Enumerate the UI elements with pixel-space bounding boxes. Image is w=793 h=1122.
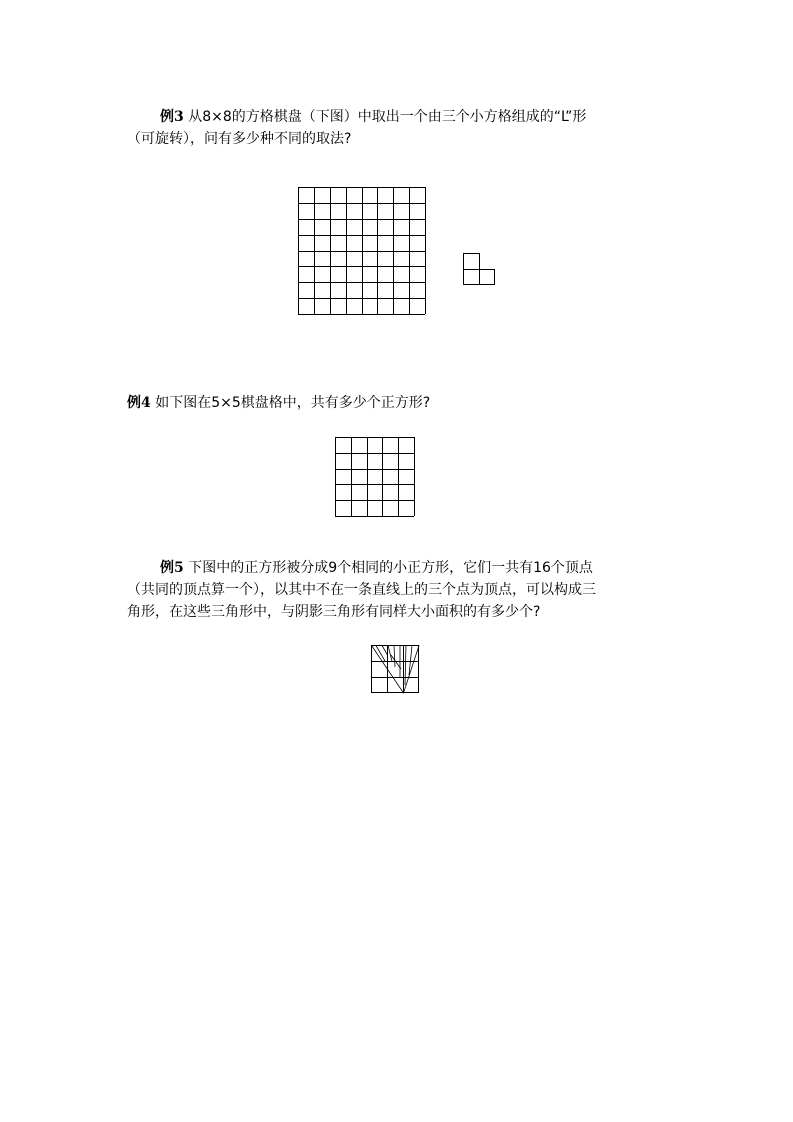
example-3-text: [127, 106, 672, 150]
example-3-label: 例3: [160, 109, 184, 125]
l-shape-figure: [463, 253, 495, 285]
example-4-question: 如下图在5×5棋盘格中，共有多少个正方形?: [155, 395, 431, 411]
example-4-label: 例4: [127, 395, 151, 411]
example-5-line-1: [127, 557, 672, 579]
l-shape-bottom-right-cell: [480, 270, 495, 285]
example-5-line-3: 角形，在这些三角形中，与阴影三角形有同样大小面积的有多少个?: [127, 604, 541, 620]
example-5-label: 例5: [160, 560, 184, 576]
shaded-triangle: [372, 646, 420, 694]
example-3-line-2: （可旋转），问有多少种不同的取法?: [127, 131, 352, 147]
l-shape-top-cell: [464, 254, 480, 270]
l-shape-bottom-left-cell: [464, 270, 480, 285]
example-5-text: [127, 557, 672, 623]
chessboard-8x8-figure: [298, 187, 426, 315]
example-3-line-1: [127, 106, 672, 128]
example-3-question-line-1: 从8×8的方格棋盘（下图）中取出一个由三个小方格组成的“L”形: [188, 109, 587, 125]
example-4-text: [127, 392, 672, 414]
example-5-question-line-1: 下图中的正方形被分成9个相同的小正方形，它们一共有16个顶点: [188, 560, 593, 576]
example-4-line-1: [127, 392, 672, 414]
shaded-triangle-figure: [371, 645, 419, 693]
chessboard-5x5-figure: [335, 437, 415, 517]
example-5-line-2: （共同的顶点算一个），以其中不在一条直线上的三个点为顶点，可以构成三: [127, 582, 596, 598]
